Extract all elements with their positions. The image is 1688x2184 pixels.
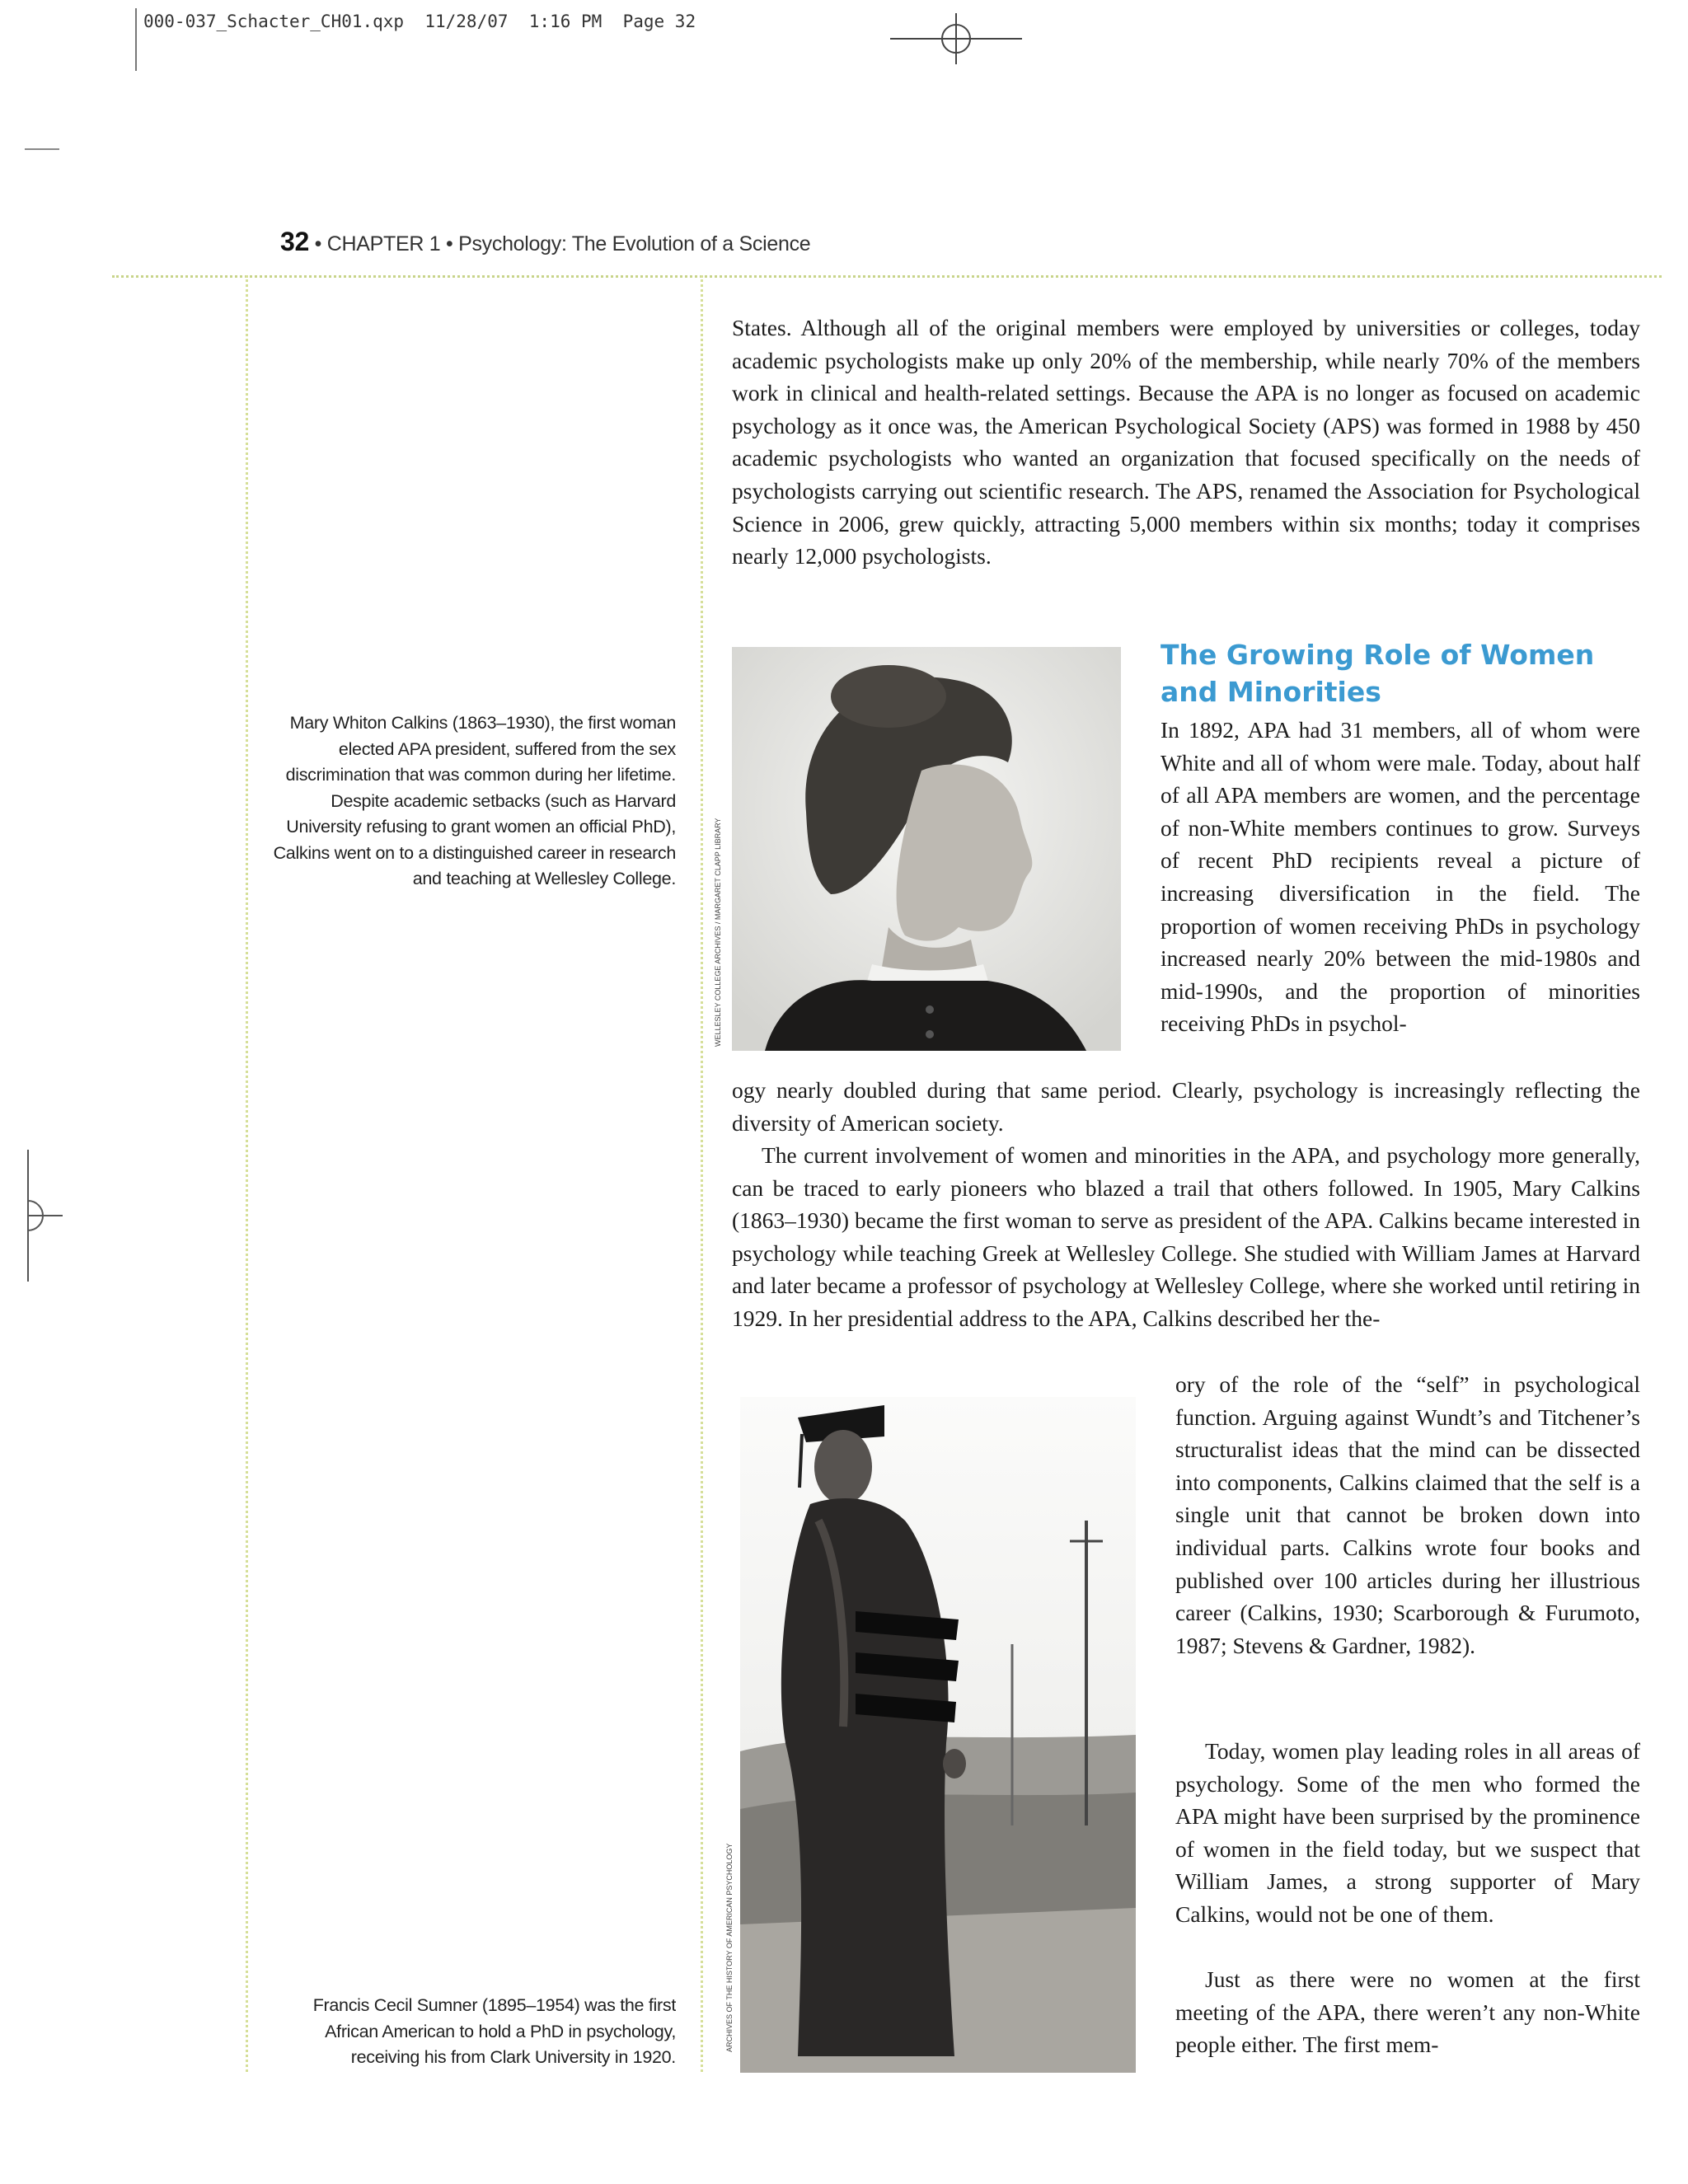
running-head-text: • CHAPTER 1 • Psychology: The Evolution of a Science	[314, 232, 811, 255]
caption-calkins: Mary Whiton Calkins (1863–1930), the first woman elected APA president, suffered from the sex discrimination that was common during her lifetime. Despite academic setbacks (such as Harvard University refusing to grant women an official PhD), Calkins went on to a distinguished career in research and teaching at Wellesley College.	[273, 713, 676, 888]
paragraph-women-wide: ogy nearly doubled during that same period. Clearly, psychology is increasingly reflecting the diversity of American society.	[732, 1077, 1640, 1136]
calkins-portrait-photo	[732, 647, 1121, 1051]
paragraph-today: Today, women play leading roles in all areas of psychology. Some of the men who formed the APA might have been surprised by the prominence of women in the field today, but we suspect that William James, a strong supporter of Mary Calkins, would not be one of them.	[1175, 1738, 1640, 1927]
registration-mark-icon	[890, 10, 1022, 68]
photo-credit-calkins: WELLESLEY COLLEGE ARCHIVES / MARGARET CLAPP LIBRARY	[714, 818, 722, 1047]
sumner-graduation-photo	[740, 1397, 1136, 2073]
caption-sumner: Francis Cecil Sumner (1895–1954) was the first African American to hold a PhD in psychology, receiving his from Clark University in 1920.	[312, 1995, 676, 2067]
section-heading: The Growing Role of Women and Minorities	[1160, 639, 1595, 708]
paragraph-aps: States. Although all of the original members were employed by universities or colleges, today academic psychologists make up only 20% of the membership, while nearly 70% of the members work in clinical and health-related settings. Because the APA is no longer as focused on academic psychology as it once was, the American Psychological Society (APS) was formed in 1988 by 450 academic psychologists who wanted an organization that focused specifically on the needs of psychologists carrying out scientific research. The APS, renamed the Association for Psychological Science in 2006, grew quickly, attracting 5,000 members within six months; today it comprises nearly 12,000 psychologists.	[732, 315, 1640, 569]
paragraph-just-as: Just as there were no women at the first meeting of the APA, there weren’t any non-White people either. The first mem-	[1175, 1966, 1640, 2058]
margin-rule-right	[701, 275, 703, 2072]
trim-mark	[25, 148, 59, 150]
slug-line: 000-037_Schacter_CH01.qxp 11/28/07 1:16 PM Page 32	[143, 12, 696, 31]
paragraph-calkins-self: ory of the role of the “self” in psychological function. Arguing against Wundt’s and Titchener’s structuralist ideas that the mind can be dissected into components, Calkins claimed that the self is a single unit that cannot be broken down into individual parts. Calkins wrote four books and published over 100 articles during her illustrious career (Calkins, 1930; Scarborough & Furumoto, 1987; Stevens & Gardner, 1982).	[1175, 1371, 1640, 1658]
running-head	[280, 227, 810, 257]
registration-mark-icon	[16, 1150, 66, 1282]
margin-rule-left	[246, 275, 248, 2072]
paragraph-current-involvement: The current involvement of women and minorities in the APA, and psychology more generally, can be traced to early pioneers who blazed a trail that others followed. In 1905, Mary Calkins (1863–1930) became the first woman to serve as president of the APA. Calkins became interested in psychology while teaching Greek at Wellesley College. She studied with William James at Harvard and later became a professor of psychology at Wellesley College, where she worked until retiring in 1929. In her presidential address to the APA, Calkins described her the-	[732, 1142, 1640, 1331]
page-number: 32	[280, 227, 309, 256]
slug-margin-line	[135, 8, 137, 71]
photo-credit-sumner: ARCHIVES OF THE HISTORY OF AMERICAN PSYCHOLOGY	[725, 1843, 734, 2052]
header-rule	[112, 275, 1662, 278]
paragraph-women-narrow: In 1892, APA had 31 members, all of whom were White and all of whom were male. Today, about half of all APA members are women, and the percentage of non-White members continues to grow. Surveys of recent PhD recipients reveal a picture of increasing diversification in the field. The proportion of women receiving PhDs in psychology increased nearly 20% between the mid-1980s and mid-1990s, and the proportion of minorities receiving PhDs in psychol-	[1160, 717, 1640, 1037]
